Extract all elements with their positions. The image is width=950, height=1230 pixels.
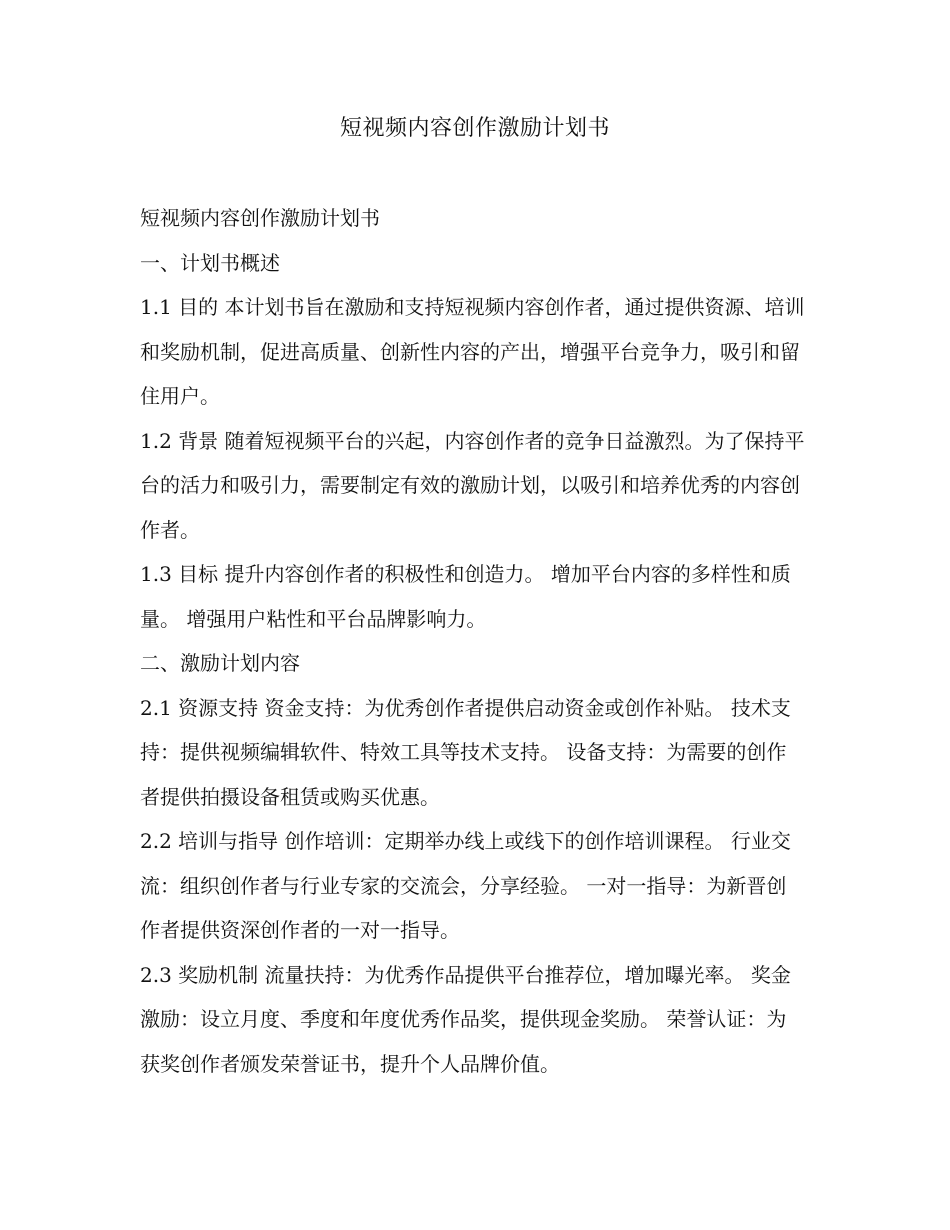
paragraph-reward-mechanism: 2.3 奖励机制 流量扶持：为优秀作品提供平台推荐位，增加曝光率。 奖金激励：设立月度、季度和年度优秀作品奖，提供现金奖励。 荣誉认证：为获奖创作者颁发荣誉证书，提升个人品牌价值。 xyxy=(140,962,791,1076)
paragraph-training-guidance: 2.2 培训与指导 创作培训：定期举办线上或线下的创作培训课程。 行业交流：组织创作者与行业专家的交流会，分享经验。 一对一指导：为新晋创作者提供资深创作者的一对一指导。 xyxy=(140,829,791,942)
section-heading-overview: 一、计划书概述 xyxy=(140,250,280,275)
paragraph-goals: 1.3 目标 提升内容创作者的积极性和创造力。 增加平台内容的多样性和质量。 增强用户粘性和平台品牌影响力。 xyxy=(140,562,791,631)
paragraph-purpose: 1.1 目的 本计划书旨在激励和支持短视频内容创作者，通过提供资源、培训和奖励机制，促进高质量、创新性内容的产出，增强平台竞争力，吸引和留住用户。 xyxy=(140,295,805,408)
document-body xyxy=(140,196,806,1086)
section-heading-plan-content: 二、激励计划内容 xyxy=(140,651,300,675)
paragraph-background: 1.2 背景 随着短视频平台的兴起，内容创作者的竞争日益激烈。为了保持平台的活力和吸引力，需要制定有效的激励计划，以吸引和培养优秀的内容创作者。 xyxy=(140,428,805,542)
paragraph-resource-support: 2.1 资源支持 资金支持：为优秀创作者提供启动资金或创作补贴。 技术支持：提供视频编辑软件、特效工具等技术支持。 设备支持：为需要的创作者提供拍摄设备租赁或购买优惠。 xyxy=(140,695,791,809)
body-heading: 短视频内容创作激励计划书 xyxy=(140,206,380,230)
document-title: 短视频内容创作激励计划书 xyxy=(339,116,610,141)
